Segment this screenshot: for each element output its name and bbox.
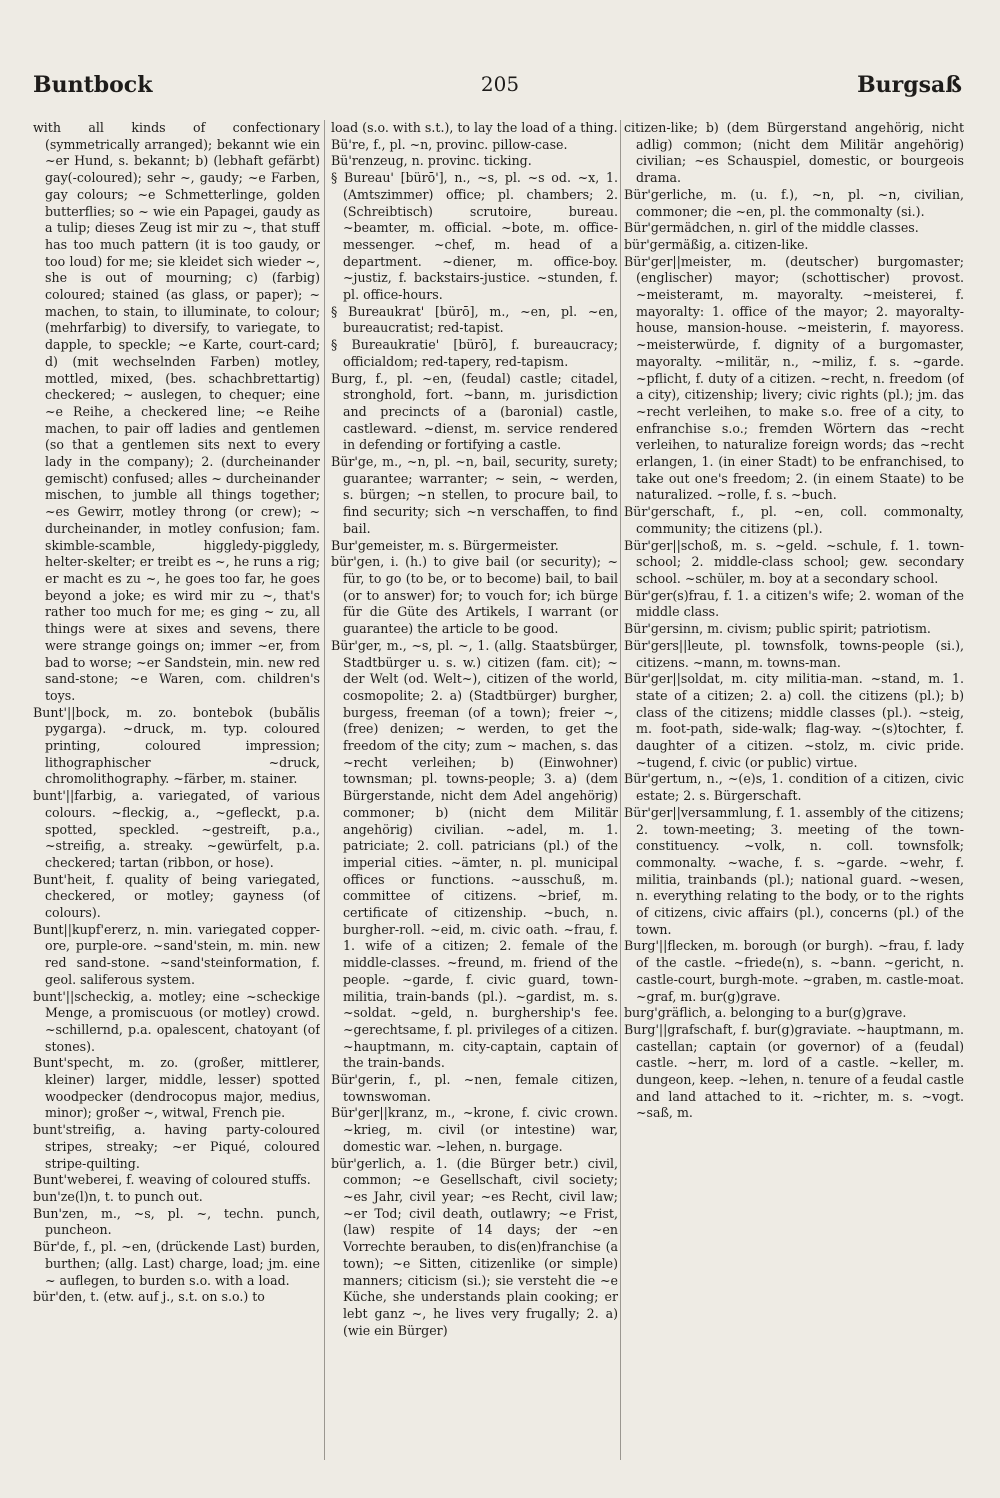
page-number: 205 [480, 72, 520, 96]
entry: Bunt'weberei, f. weaving of coloured stuffs. [33, 1172, 311, 1188]
entry: bür'germäßig, a. citizen-like. [624, 236, 809, 252]
entry: Bür'ger||versammlung, f. 1. assembly of the citizens; 2. town-meeting; 3. meeting of the town-constituency. ~volk, n. coll. townsfolk; commonalty. ~wache, f. s. ~garde. ~wehr, f. militia, trainbands (pl.); national guard. ~wesen, n. everything relating to the body, or to the rights of citizens, civic affairs (pl.), concerns (pl.) of the town. [624, 804, 964, 937]
entry: Bür'gertum, n., ~(e)s, 1. condition of a citizen, civic estate; 2. s. Bürgerschaft. [624, 771, 964, 804]
entry: citizen-like; b) (dem Bürgerstand angehörig, nicht adlig) common; (nicht dem Militär angehörig) civilian; ~es Schauspiel, domestic, or bourgeois drama. [624, 120, 964, 186]
entry: Bü'renzeug, n. provinc. ticking. [331, 153, 532, 169]
entry: Bür'ger||soldat, m. city militia-man. ~stand, m. 1. state of a citizen; 2. a) coll. the citizens (pl.); b) class of the citizens; middle classes (pl.). ~steig, m. foot-path, side-walk; flag-way. ~(s)tochter, f. daughter of a citizen. ~stolz, m. civic pride. ~tugend, f. civic (or public) virtue. [624, 671, 964, 770]
entry: § Bureaukrat' [bürō], m., ~en, pl. ~en, bureaucratist; red-tapist. [331, 303, 618, 336]
column-rule [324, 120, 325, 1460]
entry: Bür'gers||leute, pl. townsfolk, towns-people (si.), citizens. ~mann, m. towns-man. [624, 637, 964, 670]
entry: § Bureaukratie' [bürō], f. bureaucracy; officialdom; red-tapery, red-tapism. [331, 337, 618, 369]
entry: Burg'||grafschaft, f. bur(g)graviate. ~hauptmann, m. castellan; captain (or governor) of a (feudal) castle. ~herr, m. lord of a castle. ~keller, m. dungeon, keep. ~lehen, n. tenure of a feudal castle and land attached to it. ~richter, m. s. ~vogt. ~saß, m. [624, 1021, 964, 1121]
entry: bunt'||scheckig, a. motley; eine ~scheckige Menge, a promiscuous (or motley) crowd. ~schillernd, p.a. opalescent, chatoyant (of stones). [33, 988, 320, 1054]
entry: § Bureau' [bürō'], n., ~s, pl. ~s od. ~x, 1. (Amtszimmer) office; pl. chambers; 2. (Schreibtisch) scrutoire, bureau. ~beamter, m. official. ~bote, m. office-messenger. ~chef, m. head of a department. ~diener, m. office-boy. ~justiz, f. backstairs-justice. ~stunden, f. pl. office-hours. [331, 170, 618, 303]
running-head-left: Buntbock [33, 72, 153, 98]
entry: bür'den, t. (etw. auf j., s.t. on s.o.) to [33, 1289, 265, 1305]
entry: Bür'ger||meister, m. (deutscher) burgomaster; (englischer) mayor; (schottischer) provost. ~meisteramt, m. mayoralty. ~meisterei, f. mayoralty: 1. office of the mayor; 2. mayoralty-house, mansion-house. ~meisterin, f. mayoress. ~meisterwürde, f. dignity of a burgomaster, mayoralty. ~militär, n., ~miliz, f. s. ~garde. ~pflicht, f. duty of a citizen. ~recht, n. freedom (of a city), citizenship; livery; civic rights (pl.); jm. das ~recht verleihen, to make s.o. free of a city, to enfranchise s.o.; fremden Wörtern das ~recht verleihen, to naturalize foreign words; das ~recht erlangen, 1. (in einer Stadt) to be enfranchised, to take out one's freedom; 2. (in einem Staate) to be naturalized. ~rolle, f. s. ~buch. [624, 253, 964, 503]
column-rule [620, 120, 621, 1460]
entry: load (s.o. with s.t.), to lay the load of a thing. [331, 120, 618, 135]
entry: Bür'gerliche, m. (u. f.), ~n, pl. ~n, civilian, commoner; die ~en, pl. the commonalty (si.). [624, 186, 964, 219]
entry: with all kinds of confectionary (symmetrically arranged); bekannt wie ein ~er Hund, s. bekannt; b) (lebhaft gefärbt) gay(-coloured); sehr ~, gaudy; ~e Farben, gay colours; ~e Schmetterlinge, golden butterflies; so ~ wie ein Papagei, gaudy as a tulip; dieses Zeug ist mir zu ~, that stuff has too much pattern (it is too gaudy, or too loud) for me; sie kleidet sich wieder ~, she is out of mourning; c) (farbig) coloured; stained (as glass, or paper); ~ machen, to stain, to illuminate, to colour; (mehrfarbig) to diversify, to variegate, to dapple, to speckle; ~e Karte, court-card; d) (mit wechselnden Farben) motley, mottled, mixed, (bes. schachbrettartig) checkered; ~ auslegen, to chequer; eine ~e Reihe, a checkered line; ~e Reihe machen, to pair off ladies and gentlemen (so that a gentlemen sits next to every lady in the company); 2. (durcheinander gemischt) confused; alles ~ durcheinander mischen, to jumble all things together; ~es Gewirr, motley throng (or crew); ~ durcheinander, in motley confusion; fam. skimble-scamble, higgledy-piggledy, helter-skelter; er treibt es ~, he runs a rig; er macht es zu ~, he goes too far, he goes beyond a joke; es wird mir zu ~, that's rather too much for me; es ging ~ zu, all things were at sixes and sevens, there were strange goings on; immer ~er, from bad to worse; ~er Sandstein, min. new red sand-stone; ~e Waren, com. children's toys. [33, 120, 320, 703]
column-3 [624, 120, 964, 1470]
entry: burg'gräflich, a. belonging to a bur(g)grave. [624, 1005, 907, 1021]
entry: Bür'ge, m., ~n, pl. ~n, bail, security, surety; guarantee; warranter; ~ sein, ~ werden, s. bürgen; ~n stellen, to procure bail, to find security; sich ~n verschaffen, to find bail. [331, 454, 618, 536]
entry: bunt'streifig, a. having party-coloured stripes, streaky; ~er Piqué, coloured stripe-quilting. [33, 1122, 320, 1171]
entry: Bür'gerschaft, f., pl. ~en, coll. commonalty, community; the citizens (pl.). [624, 504, 964, 536]
entry: Bur'gemeister, m. s. Bürgermeister. [331, 537, 559, 553]
entry: Bür'ger||kranz, m., ~krone, f. civic crown. ~krieg, m. civil (or intestine) war, domestic war. ~lehen, n. burgage. [331, 1105, 618, 1154]
entry: bür'gen, i. (h.) to give bail (or security); ~ für, to go (to be, or to become) bail, to bail (or to answer) for; to vouch for; ich bürge für die Güte des Artikels, I warrant (or guarantee) the article to be good. [331, 554, 618, 637]
entry: Bür'ger, m., ~s, pl. ~, 1. (allg. Staatsbürger, Stadtbürger u. s. w.) citizen (fam. cit); ~ der Welt (od. Welt~), citizen of the world, cosmopolite; 2. a) (Stadtbürger) burgher, burgess, freeman (of a town); freier ~, (free) denizen; ~ werden, to get the freedom of the city; zum ~ machen, s. das ~recht verleihen; b) (Einwohner) townsman; pl. towns-people; 3. a) (dem Bürgerstande, nicht dem Adel angehörig) commoner; b) (nicht dem Militär angehörig) civilian. ~adel, m. 1. patriciate; 2. coll. patricians (pl.) of the imperial cities. ~ämter, n. pl. municipal offices or functions. ~ausschuß, m. committee of citizens. ~brief, m. certificate of citizenship. ~buch, n. burgher-roll. ~eid, m. civic oath. ~frau, f. 1. wife of a citizen; 2. female of the middle-classes. ~freund, m. friend of the people. ~garde, f. civic guard, town-militia, train-bands (pl.). ~gardist, m. s. ~soldat. ~geld, n. burghership's fee. ~gerechtsame, f. pl. privileges of a citizen. ~hauptmann, m. city-captain, captain of the train-bands. [331, 637, 618, 1071]
entry: Bür'germädchen, n. girl of the middle classes. [624, 220, 919, 236]
entry: Bür'ger(s)frau, f. 1. a citizen's wife; 2. woman of the middle class. [624, 587, 964, 620]
entry: Bun'zen, m., ~s, pl. ~, techn. punch, puncheon. [33, 1205, 320, 1238]
entry: Bür'ger||schoß, m. s. ~geld. ~schule, f. 1. town-school; 2. middle-class school; gew. secondary school. ~schüler, m. boy at a secondary school. [624, 537, 964, 586]
entry: Bür'de, f., pl. ~en, (drückende Last) burden, burthen; (allg. Last) charge, load; jm. eine ~ auflegen, to burden s.o. with a load. [33, 1239, 320, 1288]
column-1 [33, 120, 320, 1470]
entry: Bü're, f., pl. ~n, provinc. pillow-case. [331, 136, 568, 152]
entry: Bür'gerin, f., pl. ~nen, female citizen, townswoman. [331, 1072, 618, 1104]
entry: bun'ze(l)n, t. to punch out. [33, 1189, 203, 1204]
entry: bunt'||farbig, a. variegated, of various colours. ~fleckig, a., ~gefleckt, p.a. spotted, speckled. ~gestreift, p.a., ~streifig, a. streaky. ~gewürfelt, p.a. checkered; tartan (ribbon, or hose). [33, 788, 320, 870]
entry: Bunt'heit, f. quality of being variegated, checkered, or motley; gayness (of colours). [33, 871, 320, 921]
entry: Bunt'specht, m. zo. (großer, mittlerer, kleiner) larger, middle, lesser) spotted woodpecker (dendrocopus major, medius, minor); großer ~, witwal, French pie. [33, 1055, 320, 1121]
entry: bür'gerlich, a. 1. (die Bürger betr.) civil, common; ~e Gesellschaft, civil society; ~es Jahr, civil year; ~es Recht, civil law; ~er Tod; civil death, outlawry; ~e Frist, (law) respite of 14 days; der ~en Vorrechte berauben, to dis(en)franchise (a town); ~e Sitten, citizenlike (or simple) manners; citicism (si.); sie versteht die ~e Küche, she understands plain cooking; er lebt ganz ~, he lives very frugally; 2. a) (wie ein Bürger) [331, 1155, 618, 1338]
entry: Bunt||kupf'ererz, n. min. variegated copper-ore, purple-ore. ~sand'stein, m. min. new red sand-stone. ~sand'steinformation, f. geol. saliferous system. [33, 921, 320, 987]
running-head-right: Burgsaß [857, 72, 962, 98]
entry: Bunt'||bock, m. zo. bontebok (bubălis pygarga). ~druck, m. typ. coloured printing, coloured impression; lithographischer ~druck, chromolithography. ~färber, m. stainer. [33, 704, 320, 787]
entry: Burg'||flecken, m. borough (or burgh). ~frau, f. lady of the castle. ~friede(n), s. ~bann. ~gericht, n. castle-court, burgh-mote. ~graben, m. castle-moat. ~graf, m. bur(g)grave. [624, 938, 964, 1004]
column-2 [331, 120, 618, 1470]
entry: Bür'gersinn, m. civism; public spirit; patriotism. [624, 621, 931, 637]
entry: Burg, f., pl. ~en, (feudal) castle; citadel, stronghold, fort. ~bann, m. jurisdiction and precincts of a (baronial) castle, castleward. ~dienst, m. service rendered in defending or fortifying a castle. [331, 370, 618, 453]
